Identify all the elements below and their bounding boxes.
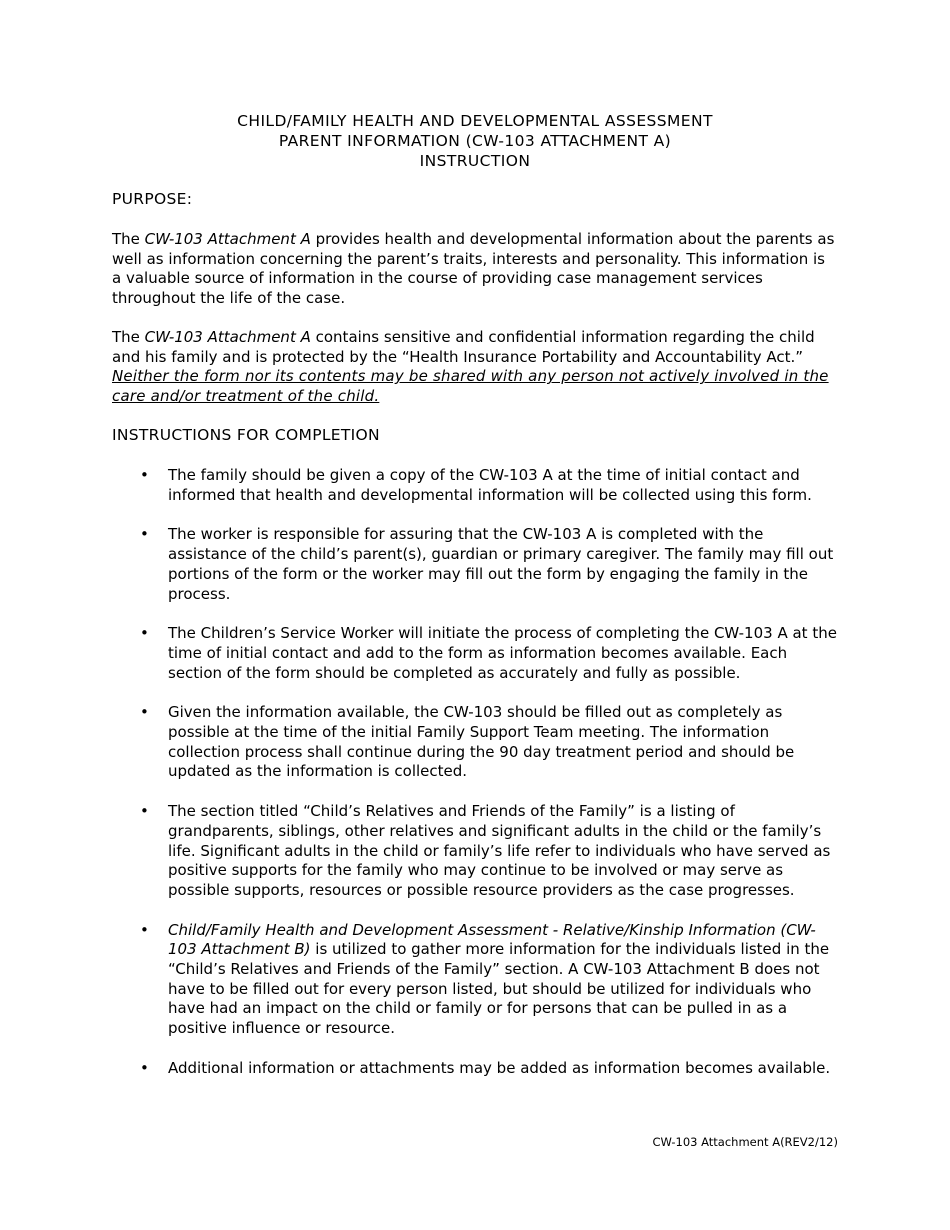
p1-prefix: The xyxy=(112,230,145,248)
list-item xyxy=(140,466,840,505)
list-item xyxy=(140,525,840,604)
bullet-marker: • xyxy=(140,920,149,939)
document-title xyxy=(112,111,838,171)
confidentiality-warning: Neither the form nor its contents may be shared with any person not actively involved in the care and/or treatment of the child. xyxy=(112,367,829,406)
title-line-2: PARENT INFORMATION (CW-103 ATTACHMENT A) xyxy=(278,132,672,150)
list-item-text: is utilized to gather more information for the individuals listed in the “Child’s Relatives and Friends of the Family” section. A CW-103 Attachment B does not have to be filled out for every person listed, but should be utilized for individuals who have had an impact on the child or family or for persons that can be pulled in as a positive influence or resource. xyxy=(168,940,830,1038)
list-item-text: The worker is responsible for assuring that the CW-103 A is completed with the assistance of the child’s parent(s), guardian or primary caregiver. The family may fill out portions of the form or the worker may fill out the form by engaging the family in the process. xyxy=(168,525,834,603)
list-item xyxy=(140,1059,840,1079)
instructions-heading: INSTRUCTIONS FOR COMPLETION xyxy=(112,426,380,444)
list-item-text: Additional information or attachments may be added as information becomes available. xyxy=(168,1058,831,1077)
bullet-marker: • xyxy=(140,466,149,484)
form-revision-footer: CW-103 Attachment A(REV2/12) xyxy=(652,1135,838,1149)
list-item xyxy=(140,921,840,1039)
bullet-marker: • xyxy=(140,1058,149,1077)
bullet-marker: • xyxy=(140,525,149,544)
list-item xyxy=(140,802,840,901)
p2-prefix: The xyxy=(112,328,145,346)
list-item xyxy=(140,703,840,782)
list-item-form-name: Child/Family Health and Development Assessment - Relative/Kinship Information (CW-103 Attachment B) xyxy=(168,920,816,959)
purpose-paragraph-2 xyxy=(112,328,838,407)
p2-form-name: CW-103 Attachment A xyxy=(144,328,311,346)
p1-form-name: CW-103 Attachment A xyxy=(144,230,311,248)
list-item-text: The Children’s Service Worker will initiate the process of completing the CW-103 A at the time of initial contact and add to the form as information becomes available. Each section of the form should be completed as accurately and fully as possible. xyxy=(168,624,837,682)
list-item-text: The family should be given a copy of the CW-103 A at the time of initial contact and informed that health and developmental information will be collected using this form. xyxy=(168,466,812,504)
purpose-heading: PURPOSE: xyxy=(112,190,193,208)
list-item-text: Given the information available, the CW-103 should be filled out as completely as possible at the time of the initial Family Support Team meeting. The information collection process shall continue during the 90 day treatment period and should be updated as the information is collected. xyxy=(168,703,795,781)
bullet-marker: • xyxy=(140,703,149,722)
p2-text: contains sensitive and confidential information regarding the child and his family and is protected by the “Health Insurance Portability and Accountability Act.” xyxy=(112,328,815,366)
list-item-text: The section titled “Child’s Relatives and Friends of the Family” is a listing of grandparents, siblings, other relatives and significant adults in the child or the family’s life. Significant adults in the child or family’s life refer to individuals who have served as positive supports for the family who may continue to be involved or may serve as possible supports, resources or possible resource providers as the case progresses. xyxy=(168,802,831,899)
bullet-marker: • xyxy=(140,802,149,821)
title-line-1: CHILD/FAMILY HEALTH AND DEVELOPMENTAL ASSESSMENT xyxy=(237,112,713,130)
instructions-list xyxy=(140,466,840,1099)
bullet-marker: • xyxy=(140,624,149,643)
list-item xyxy=(140,624,840,683)
purpose-paragraph-1 xyxy=(112,230,838,309)
title-line-3: INSTRUCTION xyxy=(419,152,531,170)
p1-text: provides health and developmental information about the parents as well as information concerning the parent’s traits, interests and personality. This information is a valuable source of information in the course of providing case management services throughout the life of the case. xyxy=(112,230,835,308)
